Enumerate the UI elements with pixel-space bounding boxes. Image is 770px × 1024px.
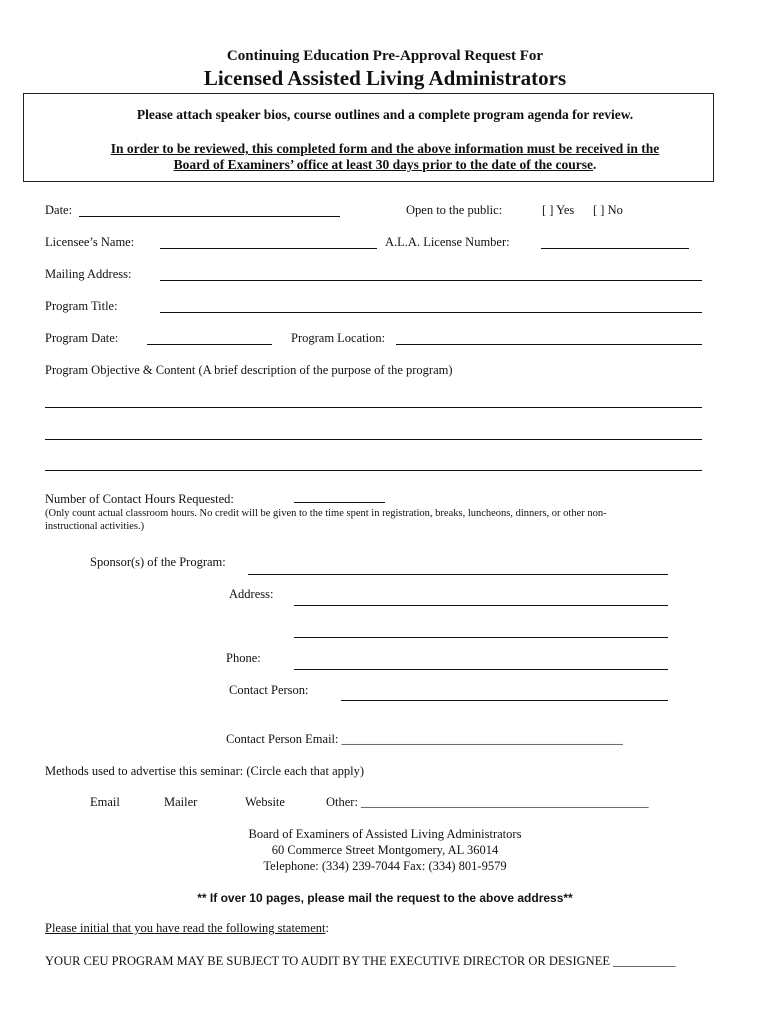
initial-label-text: Please initial that you have read the following statement — [45, 921, 326, 935]
objective-line-1[interactable] — [45, 407, 702, 408]
date-field[interactable] — [79, 216, 340, 217]
phone-label: Phone: — [226, 651, 261, 665]
form-title: Licensed Assisted Living Administrators — [203, 66, 567, 90]
notice-line-3-period: . — [593, 157, 597, 172]
advertise-option-email[interactable]: Email — [90, 795, 120, 809]
board-name: Board of Examiners of Assisted Living Administrators — [248, 827, 522, 841]
program-location-label: Program Location: — [291, 331, 386, 345]
open-public-label: Open to the public: — [406, 203, 503, 217]
form-subtitle: Continuing Education Pre-Approval Request For — [226, 48, 544, 64]
contact-hours-field[interactable] — [294, 502, 385, 503]
program-title-field[interactable] — [160, 312, 702, 313]
program-title-label: Program Title: — [45, 299, 118, 313]
yes-checkbox[interactable]: [ ] Yes — [542, 203, 575, 217]
audit-statement[interactable]: YOUR CEU PROGRAM MAY BE SUBJECT TO AUDIT BY THE EXECUTIVE DIRECTOR OR DESIGNEE __________ — [45, 954, 676, 968]
program-date-field[interactable] — [147, 344, 272, 345]
contact-hours-label: Number of Contact Hours Requested: — [45, 492, 234, 506]
address-field-1[interactable] — [294, 605, 668, 606]
contact-person-label: Contact Person: — [229, 683, 309, 697]
advertise-label: Methods used to advertise this seminar: (Circle each that apply) — [45, 764, 365, 778]
notice-line-2: In order to be reviewed, this completed form and the above information must be received in the — [110, 141, 660, 156]
program-location-field[interactable] — [396, 344, 702, 345]
objective-line-2[interactable] — [45, 439, 702, 440]
notice-line-1: Please attach speaker bios, course outlines and a complete program agenda for review. — [136, 107, 634, 122]
no-checkbox[interactable]: [ ] No — [593, 203, 623, 217]
licensee-name-label: Licensee’s Name: — [45, 235, 135, 249]
sponsor-field[interactable] — [248, 574, 668, 575]
notice-line-3-text: Board of Examiners’ office at least 30 days prior to the date of the course — [173, 157, 594, 172]
advertise-option-website[interactable]: Website — [245, 795, 285, 809]
address-label: Address: — [229, 587, 274, 601]
phone-field[interactable] — [294, 669, 668, 670]
program-date-label: Program Date: — [45, 331, 119, 345]
date-label: Date: — [45, 203, 73, 217]
address-field-2[interactable] — [294, 637, 668, 638]
board-phone: Telephone: (334) 239-7044 Fax: (334) 801-9579 — [263, 859, 507, 873]
licensee-name-field[interactable] — [160, 248, 377, 249]
mailing-address-field[interactable] — [160, 280, 702, 281]
initial-label — [45, 921, 329, 936]
mail-note: ** If over 10 pages, please mail the request to the above address** — [197, 891, 573, 905]
sponsor-label: Sponsor(s) of the Program: — [90, 555, 226, 569]
initial-label-colon: : — [325, 921, 329, 935]
objective-label: Program Objective & Content (A brief description of the purpose of the program) — [45, 363, 453, 377]
notice-line-3 — [0, 157, 770, 173]
contact-email-field[interactable]: Contact Person Email: _____________________________________________ — [226, 732, 623, 746]
mailing-address-label: Mailing Address: — [45, 267, 132, 281]
contact-person-field[interactable] — [341, 700, 668, 701]
hours-note-line-2: instructional activities.) — [45, 521, 145, 532]
license-number-field[interactable] — [541, 248, 689, 249]
advertise-option-other[interactable]: Other: ______________________________________________ — [326, 795, 649, 809]
board-street: 60 Commerce Street Montgomery, AL 36014 — [271, 843, 499, 857]
hours-note-line-1: (Only count actual classroom hours. No credit will be given to the time spent in registration, breaks, luncheons, dinners, or other non- — [45, 508, 607, 519]
advertise-option-mailer[interactable]: Mailer — [164, 795, 198, 809]
license-number-label: A.L.A. License Number: — [385, 235, 510, 249]
objective-line-3[interactable] — [45, 470, 702, 471]
